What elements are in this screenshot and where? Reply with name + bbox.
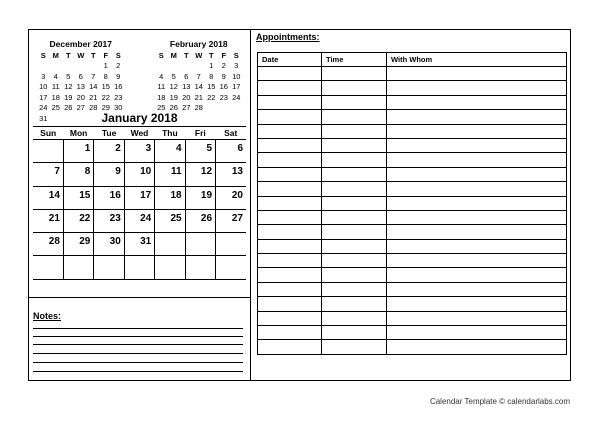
calendar-week-row — [33, 233, 246, 256]
calendar-day-cell[interactable]: 21 — [33, 209, 63, 232]
mini-day — [50, 62, 63, 73]
mini-day: 26 — [169, 103, 178, 112]
mini-weekday-label: T — [65, 50, 71, 60]
mini-day — [155, 62, 168, 73]
appointments-label: Appointments: — [256, 32, 320, 42]
calendar-day-cell[interactable]: 7 — [33, 163, 63, 186]
mini-weekday-label: T — [208, 50, 214, 60]
appointment-date-cell[interactable] — [258, 124, 322, 138]
calendar-day-cell[interactable]: 20 — [216, 186, 246, 209]
appointment-date-cell[interactable] — [258, 138, 322, 152]
weekday-header: Mon — [63, 127, 93, 140]
appointment-with-whom-cell[interactable] — [387, 67, 567, 81]
mini-day: 22 — [207, 92, 216, 102]
appointment-date-cell[interactable] — [258, 95, 322, 109]
appointment-date-cell[interactable] — [258, 210, 322, 224]
mini-day: 21 — [89, 92, 98, 102]
mini-day: 12 — [64, 82, 73, 91]
appointment-time-cell[interactable] — [322, 326, 387, 340]
calendar-day-cell[interactable]: 31 — [124, 233, 154, 256]
mini-day: 12 — [169, 82, 178, 91]
calendar-day-cell[interactable]: 2 — [94, 140, 124, 163]
mini-day: 2 — [116, 61, 121, 70]
mini-day: 22 — [101, 92, 110, 102]
appointment-with-whom-cell[interactable] — [387, 268, 567, 282]
appointment-row — [258, 124, 567, 138]
appointment-date-cell[interactable] — [258, 153, 322, 167]
note-line[interactable] — [33, 353, 243, 354]
weekday-header: Wed — [124, 127, 154, 140]
mini-calendar-title: February 2018 — [169, 39, 228, 49]
mini-day: 3 — [41, 71, 46, 81]
calendar-day-cell[interactable]: 13 — [216, 163, 246, 186]
appointment-time-cell[interactable] — [322, 282, 387, 296]
column-header-date: Date — [258, 53, 322, 67]
mini-weekday-label: T — [90, 50, 96, 60]
weekday-header: Fri — [185, 127, 215, 140]
mini-day: 16 — [219, 82, 228, 91]
appointment-row — [258, 81, 567, 95]
calendar-day-cell[interactable]: 30 — [94, 233, 124, 256]
appointment-row — [258, 297, 567, 311]
appointment-date-cell[interactable] — [258, 167, 322, 181]
mini-day: 1 — [209, 61, 214, 70]
mini-day: 14 — [89, 82, 98, 91]
appointment-row — [258, 95, 567, 109]
mini-day — [87, 62, 100, 73]
calendar-day-cell[interactable]: 14 — [33, 186, 63, 209]
appointment-date-cell[interactable] — [258, 225, 322, 239]
vertical-divider — [250, 29, 251, 381]
appointment-row — [258, 225, 567, 239]
appointment-with-whom-cell[interactable] — [387, 282, 567, 296]
mini-day: 5 — [66, 71, 71, 81]
appointment-time-cell[interactable] — [322, 67, 387, 81]
mini-day: 10 — [232, 71, 241, 81]
mini-day — [75, 62, 88, 73]
appointment-with-whom-cell[interactable] — [387, 326, 567, 340]
calendar-week-row — [33, 186, 246, 209]
appointment-date-cell[interactable] — [258, 239, 322, 253]
calendar-day-cell[interactable] — [33, 140, 63, 163]
main-calendar-grid — [33, 126, 246, 280]
mini-weekday-label: W — [195, 50, 203, 60]
mini-week-row — [37, 62, 125, 73]
appointment-with-whom-cell[interactable] — [387, 95, 567, 109]
mini-weekday-label: F — [103, 50, 109, 60]
mini-weekday-label: F — [221, 50, 227, 60]
appointment-time-cell[interactable] — [322, 167, 387, 181]
calendar-day-cell[interactable]: 1 — [63, 140, 93, 163]
column-header-with-whom: With Whom — [387, 53, 567, 67]
mini-day: 30 — [114, 103, 123, 112]
note-line[interactable] — [33, 344, 243, 345]
appointment-with-whom-cell[interactable] — [387, 210, 567, 224]
calendar-day-cell[interactable]: 22 — [63, 209, 93, 232]
calendar-day-cell[interactable]: 27 — [216, 209, 246, 232]
mini-day: 5 — [171, 71, 176, 81]
calendar-week-row — [33, 256, 246, 279]
mini-day: 7 — [91, 71, 96, 81]
appointment-time-cell[interactable] — [322, 268, 387, 282]
appointment-with-whom-cell[interactable] — [387, 225, 567, 239]
calendar-day-cell[interactable]: 10 — [124, 163, 154, 186]
appointment-date-cell[interactable] — [258, 81, 322, 95]
mini-day: 28 — [194, 103, 203, 112]
mini-day: 10 — [39, 82, 48, 91]
mini-day: 11 — [157, 82, 166, 91]
appointment-time-cell[interactable] — [322, 81, 387, 95]
mini-day: 7 — [196, 71, 201, 81]
appointment-with-whom-cell[interactable] — [387, 196, 567, 210]
mini-weekday-label: S — [233, 50, 239, 60]
appointment-time-cell[interactable] — [322, 110, 387, 124]
calendar-day-cell[interactable] — [216, 233, 246, 256]
appointment-with-whom-cell[interactable] — [387, 110, 567, 124]
mini-day: 24 — [39, 103, 48, 112]
appointments-table — [257, 52, 567, 355]
mini-day: 6 — [78, 71, 83, 81]
appointment-row — [258, 196, 567, 210]
mini-day: 17 — [39, 92, 48, 102]
mini-day: 9 — [116, 71, 121, 81]
mini-day — [180, 62, 193, 73]
weekday-header: Sun — [33, 127, 63, 140]
calendar-day-cell[interactable] — [155, 233, 185, 256]
calendar-day-cell[interactable]: 4 — [155, 140, 185, 163]
mini-day: 1 — [103, 61, 108, 70]
calendar-day-cell[interactable] — [63, 256, 93, 279]
appointment-with-whom-cell[interactable] — [387, 340, 567, 354]
appointment-time-cell[interactable] — [322, 153, 387, 167]
weekday-header: Tue — [94, 127, 124, 140]
appointment-time-cell[interactable] — [322, 311, 387, 325]
appointment-row — [258, 268, 567, 282]
mini-day: 16 — [114, 82, 123, 91]
mini-day: 19 — [64, 92, 73, 102]
appointment-with-whom-cell[interactable] — [387, 311, 567, 325]
appointment-row — [258, 110, 567, 124]
mini-weekday-label: S — [158, 50, 164, 60]
mini-day: 20 — [182, 92, 191, 102]
notes-divider — [28, 297, 251, 298]
calendar-day-cell[interactable]: 12 — [185, 163, 215, 186]
appointment-row — [258, 326, 567, 340]
mini-day: 4 — [159, 71, 164, 81]
mini-calendar-title: December 2017 — [49, 39, 112, 49]
appointment-row — [258, 153, 567, 167]
calendar-week-row — [33, 163, 246, 186]
calendar-day-cell[interactable]: 23 — [94, 209, 124, 232]
calendar-day-cell[interactable]: 28 — [33, 233, 63, 256]
calendar-day-cell[interactable]: 6 — [216, 140, 246, 163]
note-line[interactable] — [33, 328, 243, 329]
mini-weekday-label: M — [170, 50, 177, 60]
appointment-time-cell[interactable] — [322, 254, 387, 268]
appointment-row — [258, 138, 567, 152]
appointment-row — [258, 210, 567, 224]
appointment-date-cell[interactable] — [258, 67, 322, 81]
mini-day: 31 — [39, 113, 48, 123]
calendar-day-cell[interactable]: 29 — [63, 233, 93, 256]
mini-day: 21 — [194, 92, 203, 102]
calendar-day-cell[interactable]: 19 — [185, 186, 215, 209]
calendar-day-cell[interactable] — [185, 233, 215, 256]
mini-day: 9 — [221, 71, 226, 81]
weekday-header: Thu — [155, 127, 185, 140]
mini-day: 19 — [169, 92, 178, 102]
mini-calendar-next — [155, 40, 243, 115]
appointment-date-cell[interactable] — [258, 282, 322, 296]
mini-week-row — [155, 62, 243, 73]
mini-day: 17 — [232, 82, 241, 91]
calendar-day-cell[interactable]: 8 — [63, 163, 93, 186]
appointment-time-cell[interactable] — [322, 182, 387, 196]
appointment-with-whom-cell[interactable] — [387, 153, 567, 167]
calendar-day-cell[interactable] — [155, 256, 185, 279]
calendar-day-cell[interactable] — [124, 256, 154, 279]
column-header-time: Time — [322, 53, 387, 67]
mini-day — [37, 62, 50, 73]
mini-day — [193, 62, 206, 73]
mini-weekday-header — [37, 52, 125, 63]
mini-day: 26 — [64, 103, 73, 112]
appointment-time-cell[interactable] — [322, 210, 387, 224]
mini-day: 11 — [51, 82, 60, 91]
appointment-row — [258, 311, 567, 325]
appointment-time-cell[interactable] — [322, 138, 387, 152]
mini-day: 27 — [182, 103, 191, 112]
mini-day: 23 — [219, 92, 228, 102]
mini-day: 3 — [234, 61, 239, 70]
appointment-with-whom-cell[interactable] — [387, 167, 567, 181]
mini-weekday-label: W — [77, 50, 85, 60]
mini-day: 25 — [157, 103, 166, 112]
appointment-time-cell[interactable] — [322, 225, 387, 239]
mini-day — [168, 62, 181, 73]
mini-day: 27 — [76, 103, 85, 112]
notes-label: Notes: — [33, 311, 62, 321]
mini-day: 18 — [51, 92, 60, 102]
mini-day: 20 — [76, 92, 85, 102]
calendar-week-row — [33, 140, 246, 163]
mini-day: 13 — [76, 82, 85, 91]
calendar-day-cell[interactable]: 5 — [185, 140, 215, 163]
mini-day: 4 — [53, 71, 58, 81]
mini-day: 8 — [209, 71, 214, 81]
mini-day — [62, 62, 75, 73]
appointment-time-cell[interactable] — [322, 95, 387, 109]
appointment-time-cell[interactable] — [322, 297, 387, 311]
mini-week-row — [37, 83, 125, 94]
appointment-time-cell[interactable] — [322, 196, 387, 210]
appointment-time-cell[interactable] — [322, 340, 387, 354]
mini-weekday-label: S — [40, 50, 46, 60]
calendar-day-cell[interactable]: 11 — [155, 163, 185, 186]
appointment-row — [258, 167, 567, 181]
appointment-row — [258, 182, 567, 196]
appointment-date-cell[interactable] — [258, 297, 322, 311]
appointment-with-whom-cell[interactable] — [387, 254, 567, 268]
appointment-with-whom-cell[interactable] — [387, 182, 567, 196]
mini-day: 15 — [207, 82, 216, 91]
main-calendar-title: January 2018 — [101, 111, 178, 125]
weekday-header: Sat — [216, 127, 246, 140]
calendar-day-cell[interactable] — [185, 256, 215, 279]
appointment-row — [258, 340, 567, 354]
appointment-row — [258, 282, 567, 296]
appointment-row — [258, 67, 567, 81]
appointment-date-cell[interactable] — [258, 110, 322, 124]
appointment-time-cell[interactable] — [322, 239, 387, 253]
calendar-day-cell[interactable]: 25 — [155, 209, 185, 232]
note-line[interactable] — [33, 362, 243, 363]
appointment-time-cell[interactable] — [322, 124, 387, 138]
footer-credit: Calendar Template © calendarlabs.com — [429, 397, 570, 406]
mini-day: 6 — [184, 71, 189, 81]
mini-day: 2 — [221, 61, 226, 70]
mini-day: 14 — [194, 82, 203, 91]
appointment-date-cell[interactable] — [258, 311, 322, 325]
appointment-with-whom-cell[interactable] — [387, 138, 567, 152]
mini-day: 28 — [89, 103, 98, 112]
appointment-with-whom-cell[interactable] — [387, 124, 567, 138]
appointment-date-cell[interactable] — [258, 254, 322, 268]
appointment-date-cell[interactable] — [258, 340, 322, 354]
mini-weekday-header — [155, 52, 243, 63]
calendar-day-cell[interactable]: 16 — [94, 186, 124, 209]
appointment-date-cell[interactable] — [258, 182, 322, 196]
mini-day: 29 — [101, 103, 110, 112]
mini-weekday-label: M — [52, 50, 59, 60]
appointment-date-cell[interactable] — [258, 326, 322, 340]
calendar-day-cell[interactable]: 9 — [94, 163, 124, 186]
mini-weekday-label: S — [115, 50, 121, 60]
calendar-day-cell[interactable]: 15 — [63, 186, 93, 209]
calendar-day-cell[interactable] — [94, 256, 124, 279]
calendar-day-cell[interactable] — [216, 256, 246, 279]
calendar-day-cell[interactable]: 17 — [124, 186, 154, 209]
appointment-with-whom-cell[interactable] — [387, 297, 567, 311]
calendar-day-cell[interactable]: 18 — [155, 186, 185, 209]
appointment-with-whom-cell[interactable] — [387, 81, 567, 95]
mini-day: 8 — [103, 71, 108, 81]
calendar-day-cell[interactable] — [33, 256, 63, 279]
mini-day: 18 — [157, 92, 166, 102]
appointment-row — [258, 254, 567, 268]
appointment-row — [258, 239, 567, 253]
note-line[interactable] — [33, 371, 243, 372]
calendar-week-row — [33, 209, 246, 232]
mini-weekday-label: T — [183, 50, 189, 60]
calendar-day-cell[interactable]: 26 — [185, 209, 215, 232]
appointment-with-whom-cell[interactable] — [387, 239, 567, 253]
mini-day: 24 — [232, 92, 241, 102]
appointment-date-cell[interactable] — [258, 196, 322, 210]
calendar-day-cell[interactable]: 3 — [124, 140, 154, 163]
mini-day: 15 — [101, 82, 110, 91]
mini-day: 13 — [182, 82, 191, 91]
mini-week-row — [155, 83, 243, 94]
appointment-date-cell[interactable] — [258, 268, 322, 282]
mini-day: 25 — [51, 103, 60, 112]
calendar-day-cell[interactable]: 24 — [124, 209, 154, 232]
mini-day: 23 — [114, 92, 123, 102]
note-line[interactable] — [33, 336, 243, 337]
